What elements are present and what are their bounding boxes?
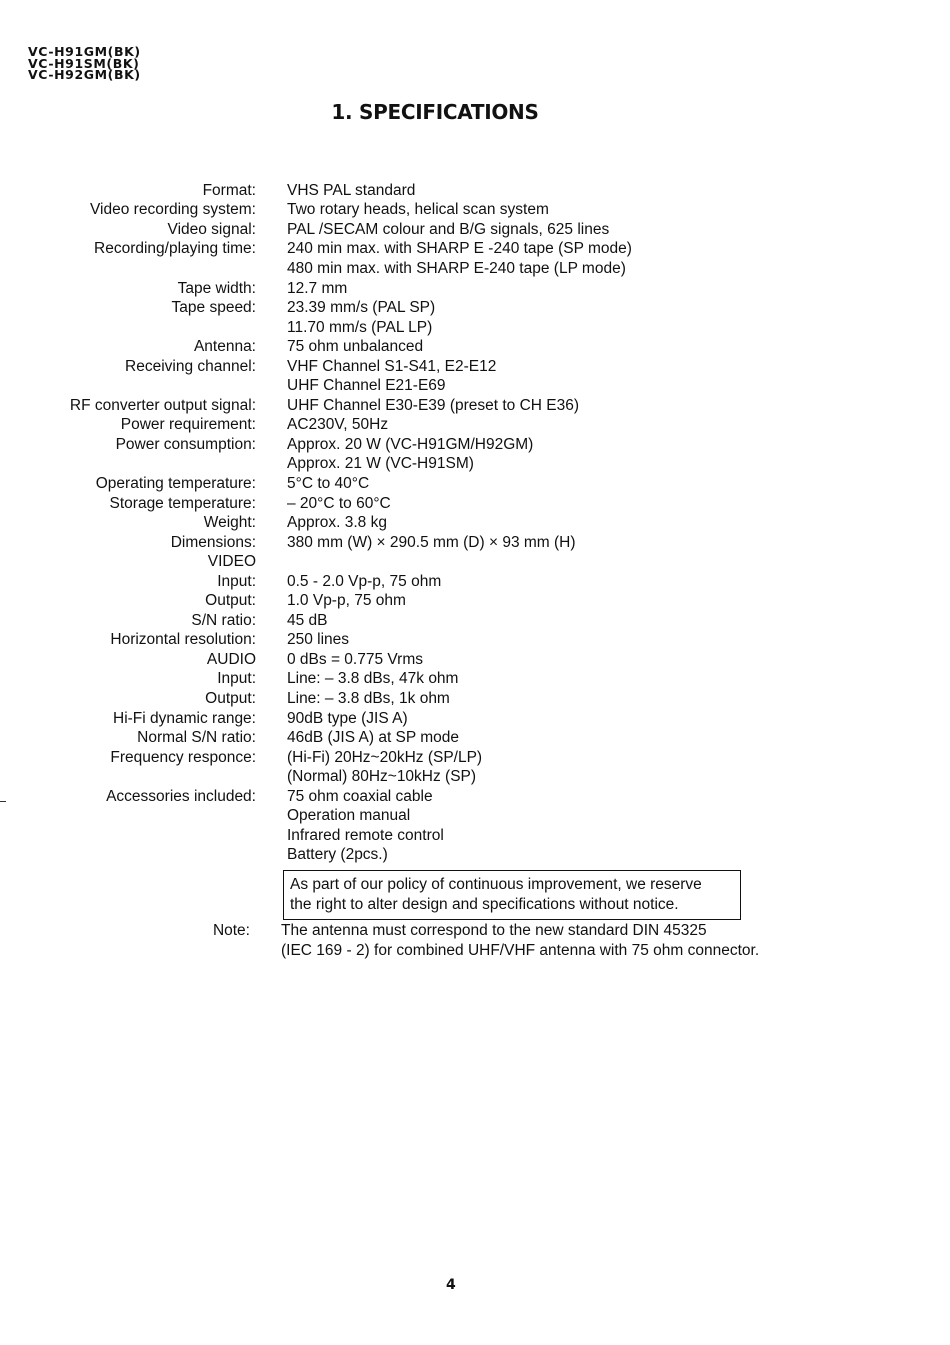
spec-row — [0, 689, 950, 709]
spec-row — [0, 357, 950, 377]
spec-row — [0, 298, 950, 318]
spec-value: 480 min max. with SHARP E-240 tape (LP mode) — [287, 259, 626, 277]
spec-value: Line: – 3.8 dBs, 47k ohm — [287, 670, 459, 688]
spec-value: 45 dB — [287, 611, 328, 629]
spec-row — [0, 591, 950, 611]
model-numbers — [28, 46, 141, 81]
spec-label: Power requirement: — [120, 416, 256, 434]
note-label: Note: — [212, 922, 250, 939]
spec-label: Receiving channel: — [125, 357, 256, 375]
spec-list — [0, 181, 950, 865]
spec-value: VHS PAL standard — [287, 181, 416, 199]
spec-label: Tape speed: — [171, 299, 256, 317]
spec-label: Recording/playing time: — [94, 240, 256, 258]
spec-value: 75 ohm coaxial cable — [287, 787, 433, 805]
spec-row — [0, 807, 950, 827]
spec-label: Operating temperature: — [95, 474, 256, 492]
spec-row — [0, 337, 950, 357]
spec-label: Storage temperature: — [109, 494, 256, 512]
spec-label: S/N ratio: — [191, 611, 256, 629]
spec-row — [0, 748, 950, 768]
spec-row — [0, 513, 950, 533]
spec-value: 250 lines — [287, 631, 350, 649]
spec-label: Input: — [217, 572, 256, 590]
spec-value: 46dB (JIS A) at SP mode — [287, 729, 460, 747]
spec-row — [0, 728, 950, 748]
spec-label: Hi-Fi dynamic range: — [113, 709, 256, 727]
page-number: 4 — [446, 1277, 456, 1293]
spec-row — [0, 787, 950, 807]
spec-label: Frequency responce: — [110, 748, 256, 766]
spec-value: Line: – 3.8 dBs, 1k ohm — [287, 689, 450, 707]
notice-line: the right to alter design and specifications without notice. — [290, 895, 679, 913]
spec-label: Tape width: — [177, 279, 256, 297]
spec-value: AC230V, 50Hz — [287, 416, 389, 434]
spec-label: Weight: — [203, 514, 256, 532]
spec-value: VHF Channel S1-S41, E2-E12 — [287, 357, 497, 375]
model-number: VC-H92GM(BK) — [28, 67, 141, 82]
spec-row — [0, 767, 950, 787]
spec-row — [0, 279, 950, 299]
spec-label: RF converter output signal: — [69, 396, 256, 414]
spec-label: Horizontal resolution: — [110, 631, 256, 649]
spec-value: Infrared remote control — [287, 826, 444, 844]
spec-label: Output: — [205, 592, 256, 610]
spec-value: PAL /SECAM colour and B/G signals, 625 lines — [287, 220, 610, 238]
page-title: 1. SPECIFICATIONS — [331, 100, 539, 124]
spec-value: 5°C to 40°C — [287, 474, 370, 492]
spec-row — [0, 631, 950, 651]
spec-value: UHF Channel E30-E39 (preset to CH E36) — [287, 396, 580, 414]
spec-label: Power consumption: — [115, 435, 256, 453]
spec-row — [0, 709, 950, 729]
spec-value: 90dB type (JIS A) — [287, 709, 408, 727]
spec-value: 12.7 mm — [287, 279, 348, 297]
spec-label: Video signal: — [167, 220, 256, 238]
note-line: The antenna must correspond to the new standard DIN 45325 — [281, 922, 707, 939]
spec-label: AUDIO — [206, 650, 256, 668]
spec-row — [0, 494, 950, 514]
spec-row — [0, 826, 950, 846]
spec-row — [0, 416, 950, 436]
spec-value: Battery (2pcs.) — [287, 846, 388, 864]
margin-mark — [0, 801, 6, 802]
spec-value: UHF Channel E21-E69 — [287, 377, 446, 395]
antenna-note — [0, 921, 759, 961]
spec-row — [0, 572, 950, 592]
model-number: VC-H91GM(BK) — [28, 44, 141, 59]
spec-value: (Normal) 80Hz~10kHz (SP) — [287, 768, 477, 786]
spec-row — [0, 611, 950, 631]
spec-label: Normal S/N ratio: — [137, 729, 256, 747]
spec-row — [0, 474, 950, 494]
spec-row — [0, 455, 950, 475]
spec-row — [0, 670, 950, 690]
spec-value: 1.0 Vp-p, 75 ohm — [287, 592, 406, 610]
spec-value: 23.39 mm/s (PAL SP) — [287, 299, 436, 317]
spec-label: Dimensions: — [170, 533, 256, 551]
spec-value: 0.5 - 2.0 Vp-p, 75 ohm — [287, 572, 442, 590]
spec-label: Video recording system: — [90, 201, 256, 219]
notice-line: As part of our policy of continuous improvement, we reserve — [290, 876, 702, 893]
spec-row — [0, 396, 950, 416]
spec-value: Two rotary heads, helical scan system — [287, 201, 549, 219]
spec-value: 240 min max. with SHARP E -240 tape (SP mode) — [287, 240, 632, 258]
spec-row — [0, 318, 950, 338]
spec-row — [0, 533, 950, 553]
spec-row — [0, 181, 950, 201]
spec-label: VIDEO — [207, 553, 256, 571]
note-text — [281, 921, 759, 961]
spec-row — [0, 220, 950, 240]
model-number: VC-H91SM(BK) — [28, 55, 140, 71]
spec-row — [0, 240, 950, 260]
spec-row — [0, 201, 950, 221]
spec-value: 0 dBs = 0.775 Vrms — [287, 650, 423, 668]
spec-row — [0, 376, 950, 396]
note-line: (IEC 169 - 2) for combined UHF/VHF antenna with 75 ohm connector. — [281, 942, 760, 959]
spec-value: (Hi-Fi) 20Hz~20kHz (SP/LP) — [287, 748, 483, 766]
spec-row — [0, 552, 950, 572]
spec-label: Input: — [217, 670, 256, 688]
spec-value: 11.70 mm/s (PAL LP) — [287, 318, 433, 336]
spec-row — [0, 846, 950, 866]
spec-value: Approx. 20 W (VC-H91GM/H92GM) — [287, 435, 534, 453]
spec-row — [0, 435, 950, 455]
spec-row — [0, 650, 950, 670]
spec-label: Format: — [202, 181, 256, 199]
spec-value: Approx. 3.8 kg — [287, 514, 387, 532]
spec-value: 380 mm (W) × 290.5 mm (D) × 93 mm (H) — [287, 533, 576, 551]
improvement-notice-box — [283, 870, 741, 920]
spec-value: 75 ohm unbalanced — [287, 338, 424, 356]
spec-value: Operation manual — [287, 807, 411, 825]
spec-value: Approx. 21 W (VC-H91SM) — [287, 455, 474, 473]
spec-label: Accessories included: — [106, 787, 256, 805]
spec-value: – 20°C to 60°C — [287, 494, 391, 512]
spec-label: Output: — [205, 689, 256, 707]
spec-row — [0, 259, 950, 279]
spec-label: Antenna: — [193, 338, 256, 356]
